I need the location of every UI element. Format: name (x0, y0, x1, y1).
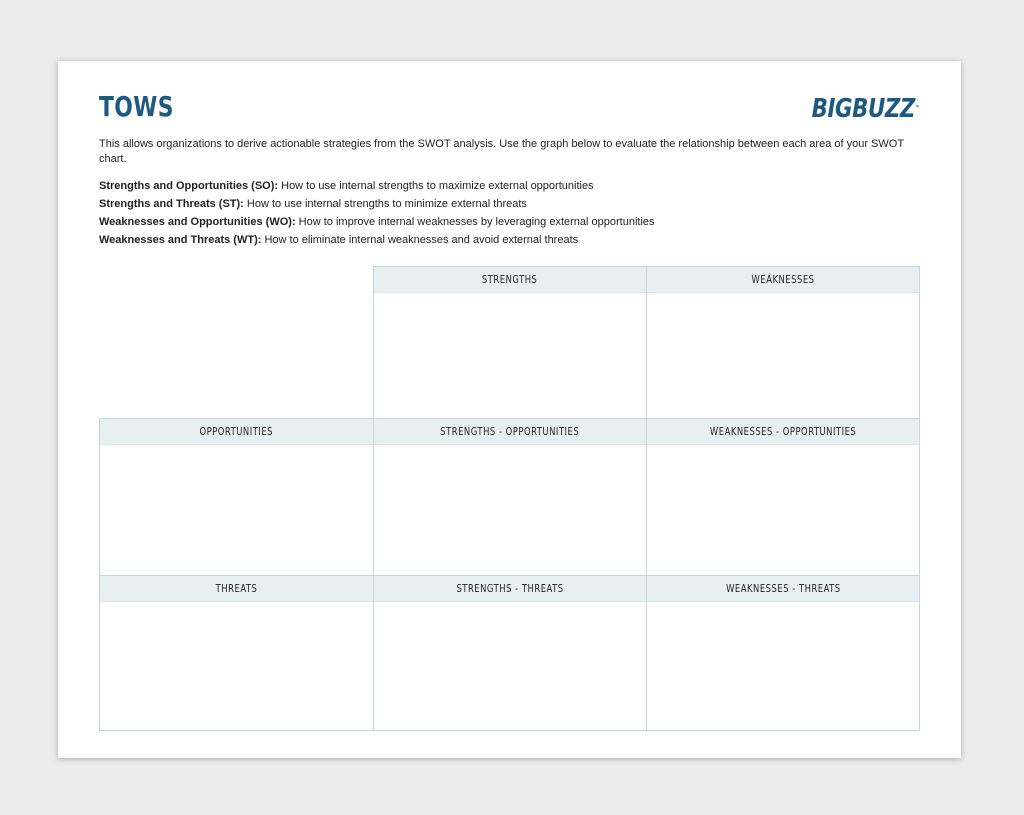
cell-weaknesses-opportunities[interactable] (646, 418, 920, 576)
cell-strengths-opportunities[interactable] (373, 418, 647, 576)
logo-trademark: ™ (914, 105, 919, 112)
cell-header-label: WEAKNESSES - THREATS (725, 582, 841, 595)
definition-st (99, 195, 919, 213)
logo-text-buzz: BUZZ (851, 94, 915, 124)
cell-header (647, 576, 919, 602)
cell-header (647, 267, 919, 293)
intro-paragraph: This allows organizations to derive actionable strategies from the SWOT analysis. Use the graph below to evaluate the relationship between each area of your SWOT chart. (99, 138, 904, 165)
definition-text: How to use internal strengths to minimize external threats (246, 198, 527, 210)
cell-header-label: WEAKNESSES - OPPORTUNITIES (709, 425, 857, 438)
cell-header (374, 419, 646, 445)
definition-term: Weaknesses and Threats (WT): (99, 234, 262, 246)
cell-opportunities[interactable] (99, 418, 374, 576)
cell-weaknesses[interactable] (646, 266, 920, 419)
cell-header-label: STRENGTHS - OPPORTUNITIES (440, 425, 580, 438)
cell-threats[interactable] (99, 575, 374, 731)
tows-grid (99, 266, 920, 731)
page-title: TOWS (99, 90, 174, 123)
definition-so (99, 177, 919, 195)
cell-strengths[interactable] (373, 266, 647, 419)
logo-text-big: BIG (811, 94, 852, 124)
cell-header (374, 267, 646, 293)
cell-header-label: STRENGTHS - THREATS (456, 582, 564, 595)
cell-header (100, 419, 373, 445)
cell-strengths-threats[interactable] (373, 575, 647, 731)
worksheet-page (58, 61, 961, 758)
definition-wo (99, 213, 919, 231)
cell-header-label: THREATS (215, 582, 258, 595)
definition-text: How to eliminate internal weaknesses and avoid external threats (264, 234, 579, 246)
bigbuzz-logo (811, 95, 919, 123)
cell-header (374, 576, 646, 602)
cell-header (100, 576, 373, 602)
definition-term: Strengths and Threats (ST): (99, 198, 244, 210)
cell-header-label: OPPORTUNITIES (199, 425, 274, 438)
cell-header-label: WEAKNESSES (751, 273, 815, 286)
definitions-list (99, 177, 919, 249)
definition-text: How to improve internal weaknesses by leveraging external opportunities (298, 216, 655, 228)
cell-weaknesses-threats[interactable] (646, 575, 920, 731)
cell-header (647, 419, 919, 445)
definition-term: Strengths and Opportunities (SO): (99, 180, 279, 192)
definition-wt (99, 231, 919, 249)
definition-term: Weaknesses and Opportunities (WO): (99, 216, 296, 228)
definition-text: How to use internal strengths to maximize external opportunities (281, 180, 594, 192)
cell-header-label: STRENGTHS (482, 273, 538, 286)
